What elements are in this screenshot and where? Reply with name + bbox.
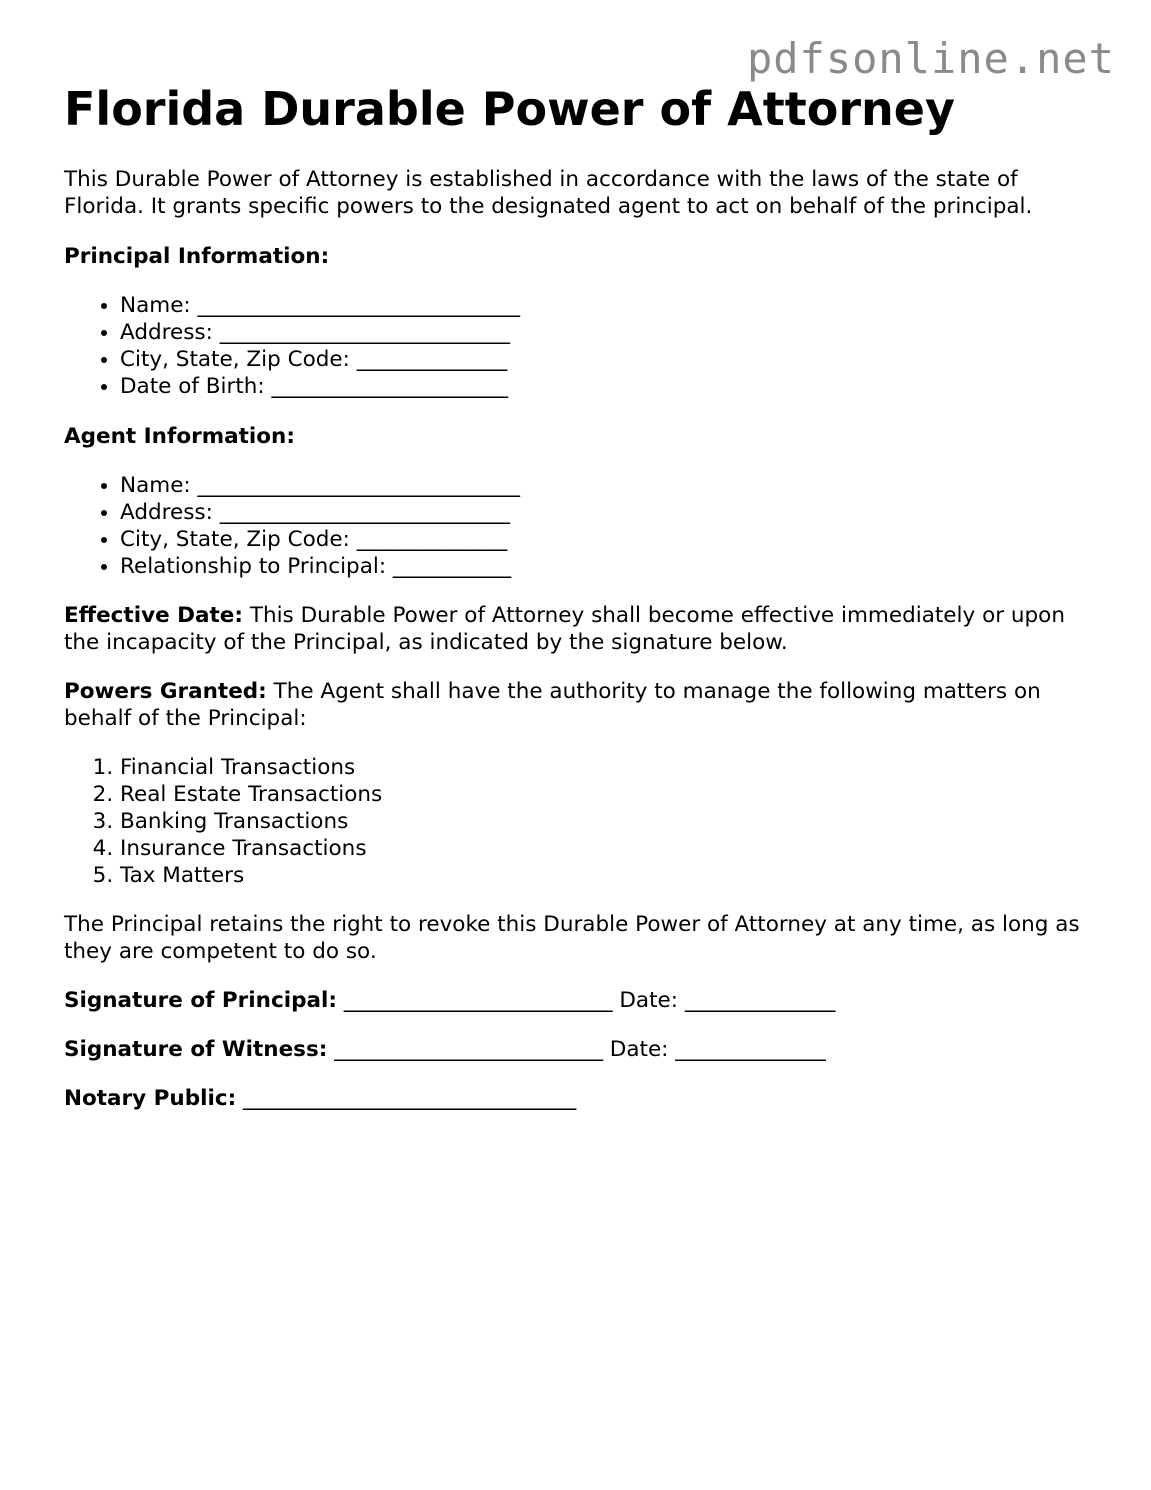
list-item: • Date of Birth: ______________________	[120, 373, 1094, 400]
powers-list	[64, 754, 1094, 889]
witness-signature-line	[64, 1036, 1094, 1063]
principal-heading: Principal Information:	[64, 244, 330, 269]
revoke-paragraph: The Principal retains the right to revoke this Durable Power of Attorney at any time, as long as they are competent to do so.	[64, 912, 1080, 964]
notary-blank: _______________________________	[236, 1086, 577, 1111]
witness-signature-label: Signature of Witness:	[64, 1037, 328, 1062]
list-item: • Address: ___________________________	[120, 499, 1094, 526]
list-item: 3. Banking Transactions	[120, 808, 1094, 835]
document-page	[64, 80, 1094, 1112]
principal-signature-blank: _________________________ Date: ______________	[336, 988, 836, 1013]
list-item: • City, State, Zip Code: ______________	[120, 526, 1094, 553]
list-item: • Name: ______________________________	[120, 292, 1094, 319]
list-item: • Name: ______________________________	[120, 472, 1094, 499]
list-item: 2. Real Estate Transactions	[120, 781, 1094, 808]
intro-paragraph: This Durable Power of Attorney is established in accordance with the laws of the state of Florida. It grants specific powers to the designated agent to act on behalf of the principal.	[64, 167, 1033, 219]
list-item: 5. Tax Matters	[120, 862, 1094, 889]
watermark: pdfsonline.net	[746, 34, 1115, 83]
witness-signature-blank: _________________________ Date: ______________	[327, 1037, 826, 1062]
agent-list	[64, 472, 1094, 580]
principal-signature-line	[64, 987, 1094, 1014]
notary-line	[64, 1085, 1094, 1112]
list-item: • Relationship to Principal: ___________	[120, 553, 1094, 580]
list-item: • Address: ___________________________	[120, 319, 1094, 346]
list-item: • City, State, Zip Code: ______________	[120, 346, 1094, 373]
principal-signature-label: Signature of Principal:	[64, 988, 337, 1013]
notary-label: Notary Public:	[64, 1086, 237, 1111]
powers-granted-paragraph	[64, 678, 1094, 732]
powers-granted-text: The Agent shall have the authority to manage the following matters on behalf of the Principal:	[64, 679, 1041, 731]
list-item: 1. Financial Transactions	[120, 754, 1094, 781]
effective-date-paragraph	[64, 602, 1094, 656]
effective-date-text: This Durable Power of Attorney shall become effective immediately or upon the incapacity of the Principal, as indicated by the signature below.	[64, 603, 1065, 655]
powers-granted-label: Powers Granted:	[64, 679, 267, 704]
agent-heading: Agent Information:	[64, 424, 295, 449]
effective-date-label: Effective Date:	[64, 603, 243, 628]
principal-list	[64, 292, 1094, 400]
document-title: Florida Durable Power of Attorney	[64, 82, 955, 136]
list-item: 4. Insurance Transactions	[120, 835, 1094, 862]
